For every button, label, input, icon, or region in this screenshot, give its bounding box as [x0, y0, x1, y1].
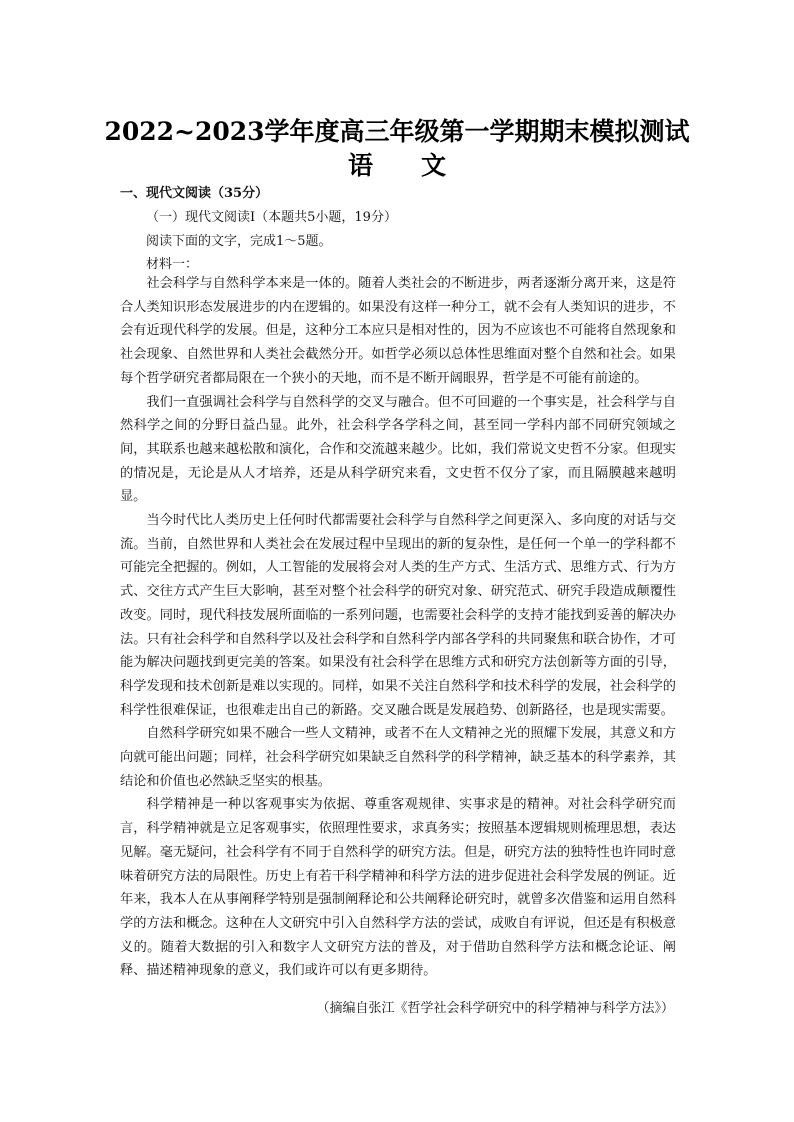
source-citation: （摘编自张江《哲学社会科学研究中的科学精神与科学方法》） — [316, 1001, 674, 1016]
passage-paragraph-2: 我们一直强调社会科学与自然科学的交叉与融合。但不可回避的一个事实是，社会科学与自然科学之间的分野日益凸显。此外，社会科学各学科之间，甚至同一学科内部不同研究领域之间，其联系也越来越松散和演化，合作和交流越来越少。比如，我们常说文史哲不分家。但现实的情况是，无论是从人才培养，还是从科学研究来看，文史哲不仅分了家，而且隔膜越来越明显。 — [120, 394, 676, 505]
subject-title: 语文 — [347, 151, 494, 180]
subsection-heading: （一）现代文阅读Ⅰ（本题共5小题，19分） — [146, 210, 397, 225]
reading-passage — [120, 272, 676, 983]
passage-paragraph-1: 社会科学与自然科学本来是一体的。随着人类社会的不断进步，两者逐渐分离开来，这是符合人类知识形态发展进步的内在逻辑的。如果没有这样一种分工，就不会有人类知识的进步，不会有近现代科学的发展。但是，这种分工本应只是相对性的，因为不应该也不可能将自然现象和社会现象、自然世界和人类社会截然分开。如哲学必须以总体性思维面对整个自然和社会。如果每个哲学研究者都局限在一个狭小的天地，而不是不断开阔眼界，哲学是不可能有前途的。 — [120, 276, 676, 386]
section-heading: 一、现代文阅读（35分） — [120, 186, 269, 201]
material-label: 材料一： — [146, 257, 199, 272]
reading-instruction: 阅读下面的文字，完成1～5题。 — [146, 234, 332, 249]
passage-paragraph-4: 自然科学研究如果不融合一些人文精神，或者不在人文精神之光的照耀下发展，其意义和方向就可能出问题；同样，社会科学研究如果缺乏自然科学的科学精神，缺乏基本的科学素养，其结论和价值也必然缺乏坚实的根基。 — [120, 726, 676, 789]
passage-paragraph-5: 科学精神是一种以客观事实为依据、尊重客观规律、实事求是的精神。对社会科学研究而言，科学精神就是立足客观事实，依照理性要求，求真务实；按照基本逻辑规则梳理思想，表达见解。毫无疑问，社会科学有不同于自然科学的研究方法。但是，研究方法的独特性也许同时意味着研究方法的局限性。历史上有若干科学精神和科学方法的进步促进社会科学发展的例证。近年来，我本人在从事阐释学特别是强制阐释论和公共阐释论研究时，就曾多次借鉴和运用自然科学的方法和概念。这种在人文研究中引入自然科学方法的尝试，成败自有评说，但还是有积极意义的。随着大数据的引入和数字人文研究方法的普及，对于借助自然科学方法和概念论证、阐释、描述精神现象的意义，我们或许可以有更多期待。 — [120, 797, 676, 979]
exam-title: 2022~2023学年度高三年级第一学期期末模拟测试 — [104, 117, 690, 146]
passage-paragraph-3: 当今时代比人类历史上任何时代都需要社会科学与自然科学之间更深入、多向度的对话与交流。当前，自然世界和人类社会在发展过程中呈现出的新的复杂性，是任何一个单一的学科都不可能完全把握的。例如，人工智能的发展将会对人类的生产方式、生活方式、思维方式、行为方式、交往方式产生巨大影响，甚至对整个社会科学的研究对象、研究范式、研究手段造成颠覆性改变。同时，现代科技发展所面临的一系列问题，也需要社会科学的支持才能找到妥善的解决办法。只有社会科学和自然科学以及社会科学和自然科学内部各学科的共同聚焦和联合协作，才可能为解决问题找到更完美的答案。如果没有社会科学在思维方式和研究方法创新等方面的引导，科学发现和技术创新是难以实现的。同样，如果不关注自然科学和技术科学的发展，社会科学的科学性很难保证，也很难走出自己的新路。交叉融合既是发展趋势、创新路径，也是现实需要。 — [120, 513, 676, 718]
